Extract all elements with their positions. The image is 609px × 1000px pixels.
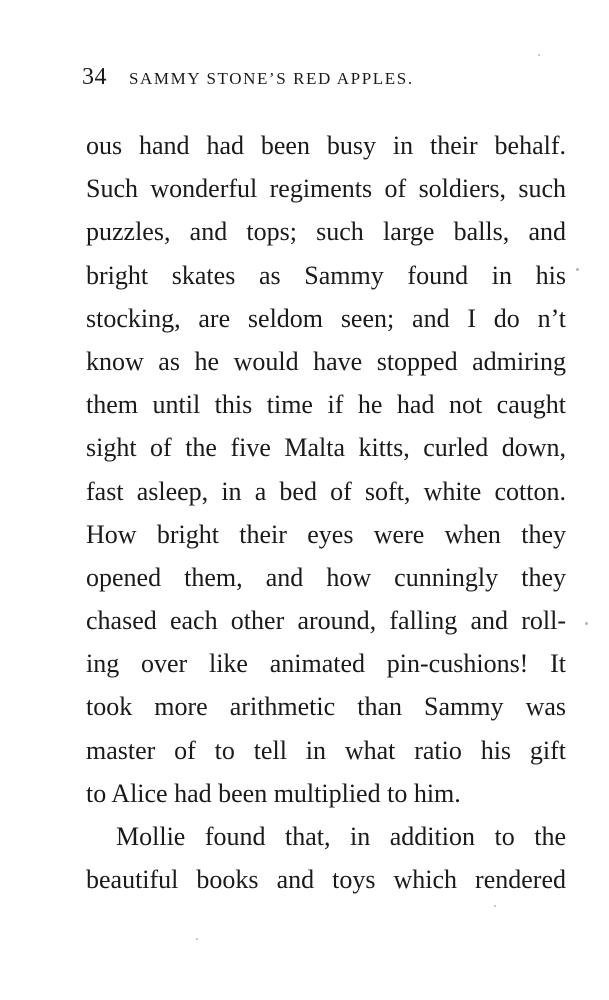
text-line: beautiful books and toys which rendered — [86, 865, 566, 895]
running-title: SAMMY STONE’S RED APPLES. — [129, 69, 414, 88]
text-line: puzzles, and tops; such large balls, and — [86, 217, 566, 247]
text-line: stocking, are seldom seen; and I do n’t — [86, 303, 566, 333]
paper-speck — [494, 905, 496, 907]
text-line: opened them, and how cunningly they — [86, 562, 566, 592]
text-line: ous hand had been busy in their behalf. — [86, 131, 566, 160]
text-line-paragraph-start: Mollie found that, in addition to the — [116, 822, 566, 851]
paper-speck — [538, 54, 540, 56]
text-line: sight of the five Malta kitts, curled down, — [86, 433, 566, 463]
page-body-text — [86, 124, 566, 901]
text-line: How bright their eyes were when they — [86, 519, 566, 549]
paper-speck — [196, 938, 198, 940]
text-line: ing over like animated pin-cushions! It — [86, 649, 566, 679]
page-number: 34 — [82, 64, 107, 90]
paper-speck — [576, 268, 579, 271]
paper-speck — [585, 622, 588, 625]
text-line: bright skates as Sammy found in his — [86, 260, 566, 290]
text-line: know as he would have stopped admiring — [86, 346, 566, 376]
text-line: chased each other around, falling and roll- — [86, 606, 566, 636]
running-header — [82, 64, 512, 94]
text-line: them until this time if he had not caught — [86, 390, 566, 420]
text-line: master of to tell in what ratio his gift — [86, 735, 566, 765]
text-line: Such wonderful regiments of soldiers, such — [86, 174, 566, 204]
text-line-paragraph-end: to Alice had been multiplied to him. — [86, 778, 461, 808]
text-line: took more arithmetic than Sammy was — [86, 692, 566, 722]
text-line: fast asleep, in a bed of soft, white cotton. — [86, 476, 566, 506]
